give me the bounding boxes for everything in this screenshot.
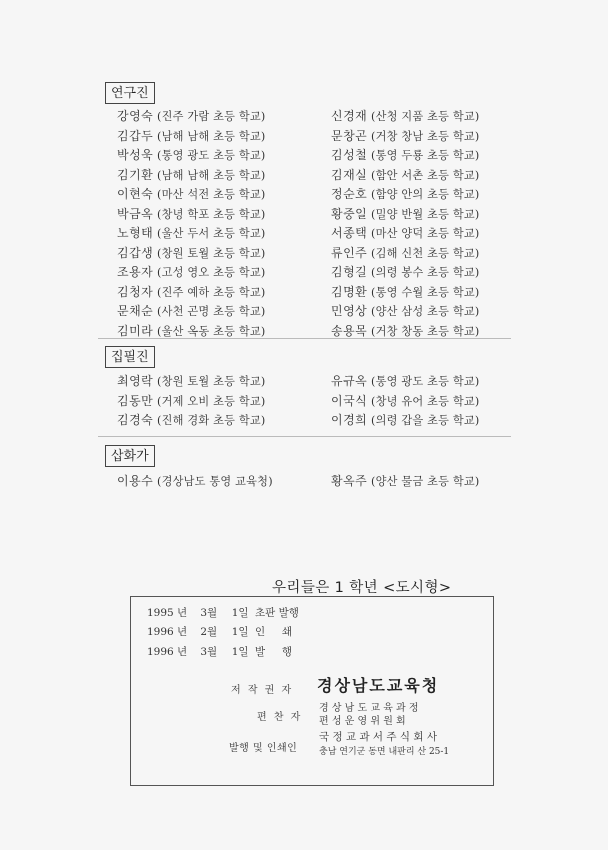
school-name: (마산 석전 초등 학교) <box>157 188 266 201</box>
school-name: (김해 신천 초등 학교) <box>371 246 480 260</box>
credit-row <box>331 244 480 264</box>
credit-row <box>117 244 266 264</box>
person-name: 노형태 <box>117 226 154 240</box>
school-name: (울산 옥동 초등 학교) <box>157 324 266 338</box>
person-name: 김동만 <box>117 393 154 408</box>
person-name: 이용수 <box>117 474 154 488</box>
credit-row <box>117 411 266 431</box>
credit-row <box>117 392 266 412</box>
writers-left-column <box>117 372 266 431</box>
publisher-line1: 국 정 교 과 서 주 식 회 사 <box>319 731 437 743</box>
credit-row <box>117 224 266 244</box>
section-divider <box>98 436 511 437</box>
researchers-left-column <box>117 107 266 341</box>
credit-row <box>331 392 480 412</box>
person-name: 정순호 <box>331 187 368 201</box>
school-name: (창녕 유어 초등 학교) <box>371 394 480 408</box>
person-name: 문창곤 <box>331 128 368 143</box>
person-name: 김갑생 <box>117 245 154 260</box>
school-name: (남해 남해 초등 학교) <box>157 129 266 143</box>
school-name: (거창 창남 초등 학교) <box>371 129 480 143</box>
person-name: 박성욱 <box>117 148 154 162</box>
edition-month: 3월 <box>200 607 218 619</box>
person-name: 박금옥 <box>117 206 154 221</box>
person-name: 신경재 <box>331 109 368 123</box>
credit-row <box>117 302 266 322</box>
edition-event: 초판 발행 <box>255 607 299 619</box>
credit-row <box>331 411 480 431</box>
credit-row <box>117 127 266 147</box>
person-name: 문채순 <box>117 304 154 318</box>
school-name: (경상남도 통영 교육청) <box>157 475 273 488</box>
school-name: (통영 광도 초등 학교) <box>157 149 266 162</box>
author-label: 저 작 권 자 <box>231 685 294 696</box>
credit-row <box>117 185 266 205</box>
school-name: (의령 봉수 초등 학교) <box>371 266 480 279</box>
school-name: (양산 삼성 초등 학교) <box>371 305 480 318</box>
section-title-illustrators: 삽화가 <box>105 445 155 467</box>
edition-year: 1995 년 <box>147 607 188 619</box>
credit-row <box>331 185 480 205</box>
school-name: (밀양 반월 초등 학교) <box>371 207 480 221</box>
school-name: (고성 영오 초등 학교) <box>157 266 266 279</box>
credit-row <box>117 472 273 492</box>
edition-year: 1996 년 <box>147 626 188 638</box>
credit-row <box>331 166 480 186</box>
person-name: 송용목 <box>331 323 368 338</box>
credit-row <box>117 146 266 166</box>
illustrators-left-column <box>117 472 273 492</box>
writers-right-column <box>331 372 480 431</box>
researchers-right-column <box>331 107 480 341</box>
school-name: (마산 양덕 초등 학교) <box>371 227 480 240</box>
edition-row <box>147 644 292 659</box>
credit-row <box>331 205 480 225</box>
illustrators-right-column <box>331 472 480 492</box>
person-name: 황중일 <box>331 206 368 221</box>
compiler-label: 편 찬 자 <box>257 712 303 723</box>
person-name: 김성철 <box>331 148 368 162</box>
person-name: 이현숙 <box>117 187 154 201</box>
person-name: 강영숙 <box>117 109 154 123</box>
credit-row <box>331 127 480 147</box>
person-name: 김갑두 <box>117 128 154 143</box>
person-name: 황옥주 <box>331 474 368 488</box>
credit-row <box>331 146 480 166</box>
section-title-researchers: 연구진 <box>105 82 155 104</box>
credit-row <box>117 107 266 127</box>
school-name: (통영 두룡 초등 학교) <box>371 149 480 162</box>
credit-row <box>331 372 480 392</box>
edition-day: 1일 <box>231 626 249 638</box>
credit-row <box>117 372 266 392</box>
school-name: (함양 안의 초등 학교) <box>371 188 480 201</box>
credit-row <box>331 283 480 303</box>
compiler-line1: 경 상 남 도 교 육 과 정 <box>319 703 419 714</box>
credit-row <box>331 107 480 127</box>
person-name: 김청자 <box>117 284 154 299</box>
edition-day: 1일 <box>231 646 249 658</box>
person-name: 조용자 <box>117 265 154 279</box>
colophon-box <box>130 596 494 786</box>
credit-row <box>117 205 266 225</box>
person-name: 김형길 <box>331 265 368 279</box>
school-name: (양산 물금 초등 학교) <box>371 475 480 488</box>
school-name: (진해 경화 초등 학교) <box>157 414 266 427</box>
edition-year: 1996 년 <box>147 646 188 658</box>
school-name: (진주 가람 초등 학교) <box>157 110 266 123</box>
section-title-writers: 집필진 <box>105 346 155 368</box>
edition-row <box>147 605 299 620</box>
person-name: 김미라 <box>117 323 154 338</box>
school-name: (통영 수월 초등 학교) <box>371 285 480 299</box>
school-name: (진주 예하 초등 학교) <box>157 285 266 299</box>
school-name: (남해 남해 초등 학교) <box>157 168 266 182</box>
person-name: 김경숙 <box>117 413 154 427</box>
person-name: 최영락 <box>117 374 154 388</box>
school-name: (산청 지품 초등 학교) <box>371 110 480 123</box>
edition-month: 3월 <box>200 646 218 658</box>
person-name: 서종택 <box>331 226 368 240</box>
publisher-address: 충남 연기군 동면 내판리 산 25-1 <box>319 747 450 757</box>
credit-row <box>117 263 266 283</box>
school-name: (거창 창동 초등 학교) <box>371 324 480 338</box>
publisher-label: 발행 및 인쇄인 <box>229 743 298 754</box>
credit-row <box>331 472 480 492</box>
school-name: (함안 서촌 초등 학교) <box>371 168 480 182</box>
person-name: 김재실 <box>331 167 368 182</box>
book-title: 우리들은 1 학년 <도시형> <box>272 580 452 596</box>
credit-row <box>117 166 266 186</box>
credit-row <box>331 224 480 244</box>
school-name: (창원 토월 초등 학교) <box>157 375 266 388</box>
school-name: (창녕 학포 초등 학교) <box>157 207 266 221</box>
person-name: 김기환 <box>117 167 154 182</box>
person-name: 김명환 <box>331 284 368 299</box>
school-name: (창원 토월 초등 학교) <box>157 246 266 260</box>
school-name: (의령 갑을 초등 학교) <box>371 414 480 427</box>
edition-event: 발 행 <box>255 646 293 658</box>
person-name: 유규옥 <box>331 374 368 388</box>
credit-row <box>117 283 266 303</box>
person-name: 류인주 <box>331 245 368 260</box>
person-name: 민영상 <box>331 304 368 318</box>
person-name: 이경희 <box>331 413 368 427</box>
edition-month: 2월 <box>200 626 218 638</box>
school-name: (울산 두서 초등 학교) <box>157 227 266 240</box>
school-name: (통영 광도 초등 학교) <box>371 375 480 388</box>
person-name: 이국식 <box>331 393 368 408</box>
school-name: (거제 오비 초등 학교) <box>157 394 266 408</box>
school-name: (사천 곤명 초등 학교) <box>157 305 266 318</box>
edition-row <box>147 624 292 639</box>
edition-event: 인 쇄 <box>255 626 293 638</box>
author-value: 경상남도교육청 <box>317 676 440 695</box>
compiler-line2: 편 성 운 영 위 원 회 <box>319 716 406 727</box>
section-divider <box>98 338 511 339</box>
credit-row <box>331 263 480 283</box>
credit-row <box>331 302 480 322</box>
edition-day: 1일 <box>231 607 249 619</box>
